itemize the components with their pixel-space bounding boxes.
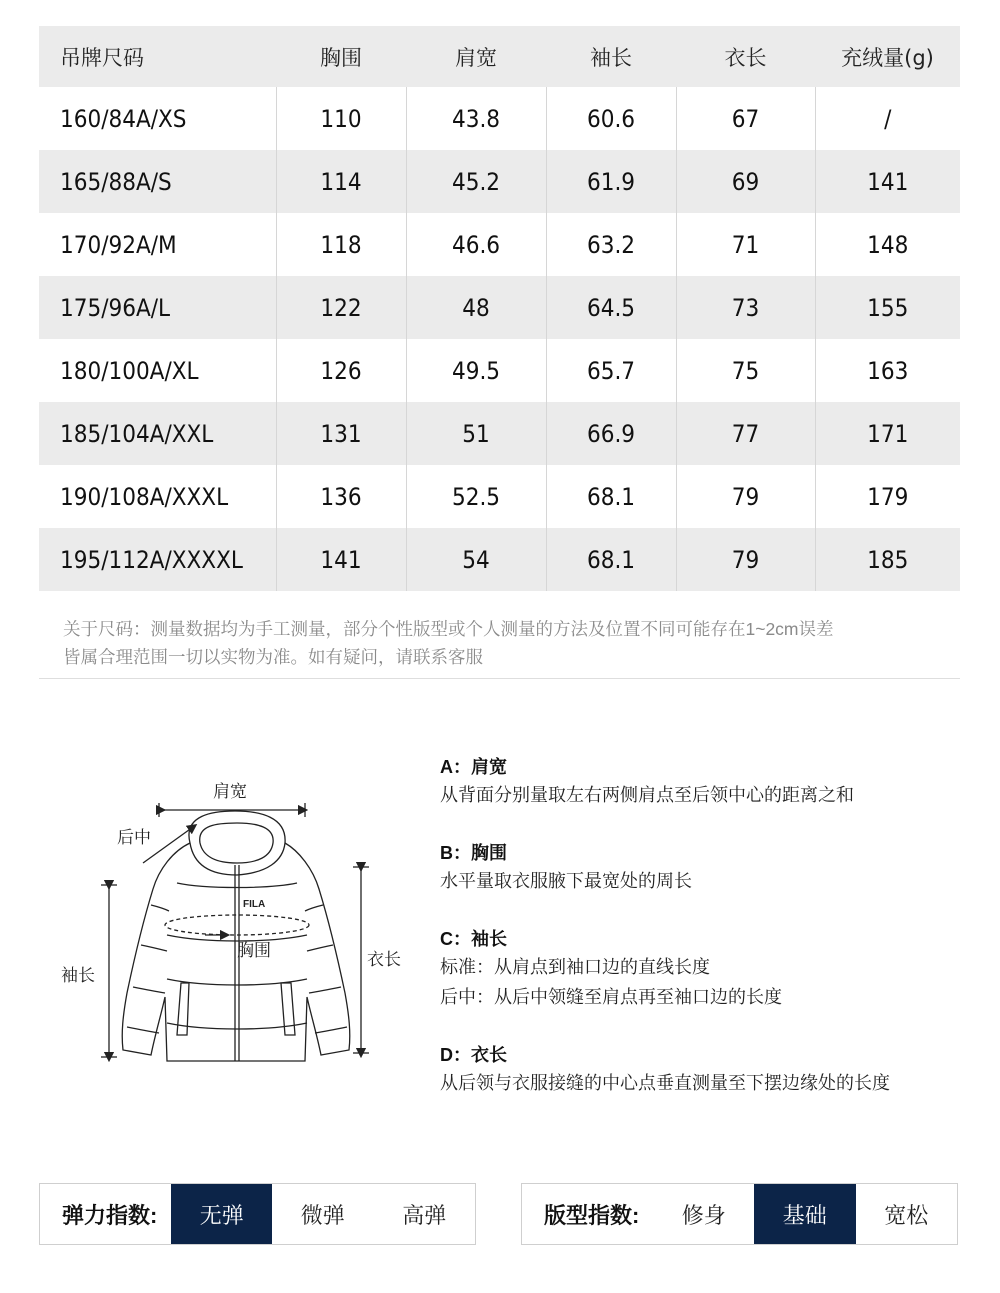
- table-cell: 170/92A/M: [39, 213, 276, 276]
- elasticity-option-slight: 微弹: [300, 1202, 345, 1228]
- table-row: [39, 339, 960, 402]
- table-cell: 46.6: [406, 213, 546, 276]
- table-cell: 79: [676, 528, 815, 591]
- table-cell: 63.2: [546, 213, 676, 276]
- table-cell: 61.9: [546, 150, 676, 213]
- table-cell: 148: [815, 213, 960, 276]
- table-cell: 195/112A/XXXXL: [39, 528, 276, 591]
- table-cell: 171: [815, 402, 960, 465]
- table-cell: 79: [676, 465, 815, 528]
- header-down-fill: 充绒量(g): [815, 26, 960, 87]
- table-row: [39, 402, 960, 465]
- fit-option-loose: 宽松: [884, 1202, 929, 1228]
- table-cell: 45.2: [406, 150, 546, 213]
- definition-title: A：肩宽: [440, 757, 507, 777]
- table-cell: 114: [276, 150, 406, 213]
- fit-option-slim: 修身: [681, 1202, 726, 1228]
- elasticity-label: 弹力指数:: [62, 1202, 158, 1228]
- definition-title: C：袖长: [440, 929, 507, 949]
- elasticity-option-none: 无弹: [171, 1184, 272, 1244]
- table-row: [39, 87, 960, 150]
- table-cell: 49.5: [406, 339, 546, 402]
- table-cell: 51: [406, 402, 546, 465]
- size-note: [63, 615, 963, 671]
- divider: [39, 678, 960, 679]
- table-cell: 185/104A/XXL: [39, 402, 276, 465]
- table-cell: 141: [276, 528, 406, 591]
- header-size: 吊牌尺码: [39, 26, 276, 87]
- note-line: 关于尺码：测量数据均为手工测量，部分个性版型或个人测量的方法及位置不同可能存在1~2cm误差: [63, 619, 834, 639]
- table-cell: 141: [815, 150, 960, 213]
- table-cell: 48: [406, 276, 546, 339]
- table-cell: 67: [676, 87, 815, 150]
- definition-shoulder: [440, 754, 980, 810]
- elasticity-index: [39, 1183, 476, 1245]
- table-row: [39, 213, 960, 276]
- table-cell: 180/100A/XL: [39, 339, 276, 402]
- definition-title: B：胸围: [440, 843, 507, 863]
- note-line: 皆属合理范围一切以实物为准。如有疑问，请联系客服: [63, 647, 483, 667]
- table-cell: 175/96A/L: [39, 276, 276, 339]
- size-table: [39, 26, 960, 591]
- table-cell: 73: [676, 276, 815, 339]
- label-back-center: 后中: [117, 828, 151, 847]
- definition-length: [440, 1042, 980, 1098]
- label-shoulder: 肩宽: [213, 782, 247, 801]
- label-chest: 胸围: [237, 941, 271, 960]
- table-cell: 160/84A/XS: [39, 87, 276, 150]
- table-cell: 131: [276, 402, 406, 465]
- table-cell: 126: [276, 339, 406, 402]
- fila-logo: FILA: [243, 899, 266, 910]
- definition-text: 标准：从肩点到袖口边的直线长度: [440, 957, 710, 977]
- jacket-illustration: [55, 765, 425, 1075]
- table-row: [39, 276, 960, 339]
- table-cell: 163: [815, 339, 960, 402]
- table-cell: 136: [276, 465, 406, 528]
- table-cell: 54: [406, 528, 546, 591]
- table-cell: 110: [276, 87, 406, 150]
- header-length: 衣长: [676, 26, 815, 87]
- header-sleeve: 袖长: [546, 26, 676, 87]
- table-cell: 190/108A/XXXL: [39, 465, 276, 528]
- table-row: [39, 465, 960, 528]
- table-cell: 77: [676, 402, 815, 465]
- table-cell: 185: [815, 528, 960, 591]
- label-sleeve: 袖长: [61, 966, 95, 985]
- measurement-definitions: [440, 754, 980, 1128]
- table-cell: 75: [676, 339, 815, 402]
- table-cell: 68.1: [546, 528, 676, 591]
- definition-sleeve: [440, 926, 980, 1012]
- fit-label: 版型指数:: [544, 1202, 640, 1228]
- jacket-diagram: [55, 765, 425, 1075]
- table-cell: 118: [276, 213, 406, 276]
- table-row: [39, 150, 960, 213]
- table-cell: 122: [276, 276, 406, 339]
- definition-text: 水平量取衣服腋下最宽处的周长: [440, 871, 692, 891]
- table-cell: 43.8: [406, 87, 546, 150]
- table-cell: 68.1: [546, 465, 676, 528]
- header-shoulder: 肩宽: [406, 26, 546, 87]
- fit-index: [521, 1183, 958, 1245]
- definition-text: 从后领与衣服接缝的中心点垂直测量至下摆边缘处的长度: [440, 1073, 890, 1093]
- table-cell: 165/88A/S: [39, 150, 276, 213]
- table-cell: 155: [815, 276, 960, 339]
- definition-text: 后中：从后中领缝至肩点再至袖口边的长度: [440, 987, 782, 1007]
- table-cell: /: [815, 87, 960, 150]
- elasticity-option-high: 高弹: [402, 1202, 447, 1228]
- table-cell: 60.6: [546, 87, 676, 150]
- definition-title: D：衣长: [440, 1045, 507, 1065]
- table-row: [39, 528, 960, 591]
- table-cell: 66.9: [546, 402, 676, 465]
- table-cell: 64.5: [546, 276, 676, 339]
- table-cell: 65.7: [546, 339, 676, 402]
- table-cell: 179: [815, 465, 960, 528]
- table-cell: 69: [676, 150, 815, 213]
- definition-text: 从背面分别量取左右两侧肩点至后领中心的距离之和: [440, 785, 854, 805]
- table-cell: 52.5: [406, 465, 546, 528]
- table-cell: 71: [676, 213, 815, 276]
- table-header-row: [39, 26, 960, 87]
- fit-option-regular: 基础: [754, 1184, 856, 1244]
- label-length: 衣长: [367, 950, 401, 969]
- definition-chest: [440, 840, 980, 896]
- header-chest: 胸围: [276, 26, 406, 87]
